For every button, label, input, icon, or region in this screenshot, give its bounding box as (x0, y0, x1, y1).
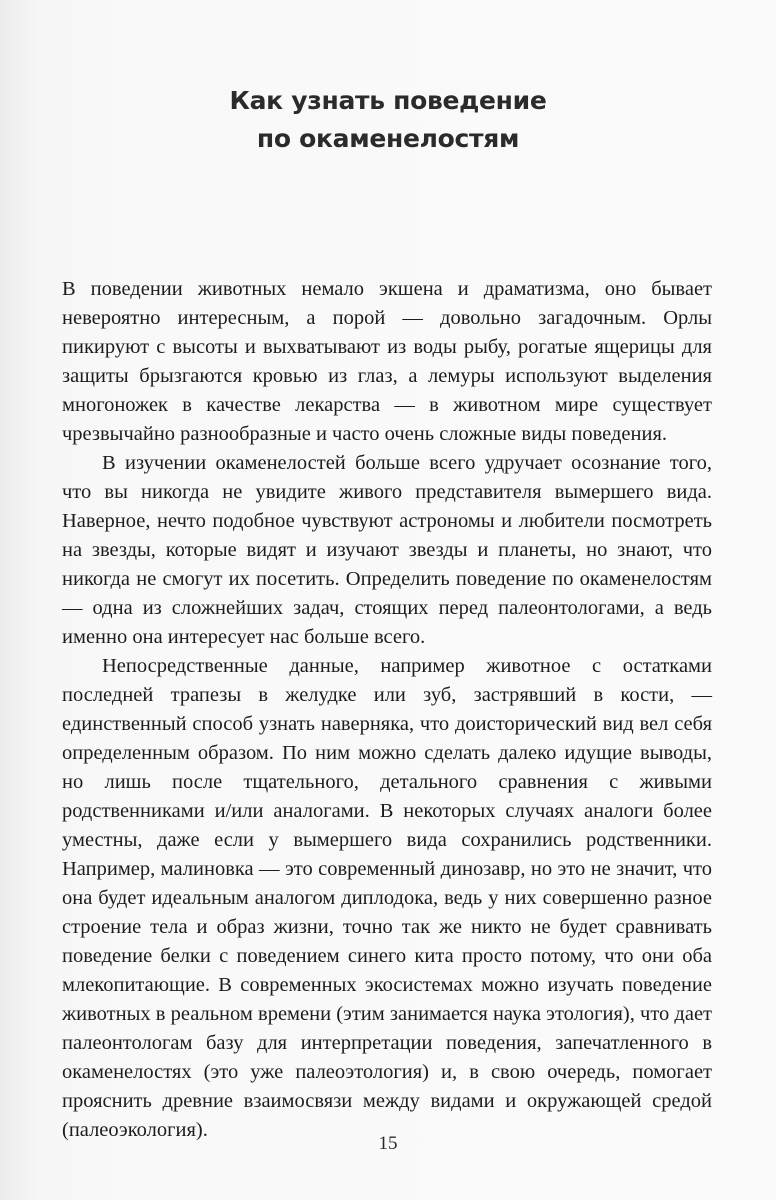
chapter-title-line-2: по окаменелостям (256, 124, 520, 153)
paragraph-1: В поведении животных немало экшена и драматизма, оно бывает невероятно интересным, а порой — довольно загадочным. Орлы пикируют с высоты и выхватывают из воды рыбу, рогатые ящерицы для защиты брызгаются кровью из глаз, а лемуры используют выделения многоножек в качестве лекарства — в животном мире существует чрезвычайно разнообразные и часто очень сложные виды поведения. (62, 278, 712, 445)
page-number: 15 (378, 1133, 398, 1154)
chapter-title (0, 82, 776, 158)
body-text (62, 275, 712, 1145)
chapter-title-line-1: Как узнать поведение (229, 86, 547, 115)
paragraph-3: Непосредственные данные, например животное с остатками последней трапезы в желудке или зуб, застрявший в кости, — единственный способ узнать наверняка, что доисторический вид вел себя определенным образом. По ним можно сделать далеко идущие выводы, но лишь после тщательного, детального сравнения с живыми родственниками и/или аналогами. В некоторых случаях аналоги более уместны, даже если у вымершего вида сохранились родственники. Например, малиновка — это современный динозавр, но это не значит, что она будет идеальным аналогом диплодока, ведь у них совершенно разное строение тела и образ жизни, точно так же никто не будет сравнивать поведение белки с поведением синего кита просто потому, что они оба млекопитающие. В современных экосистемах можно изучать поведение животных в реальном времени (этим занимается наука этология), что дает палеонтологам базу для интерпретации поведения, запечатленного в окаменелостях (это уже палеоэтология) и, в свою очередь, помогает прояснить древние взаимосвязи между видами и окружающей средой (палеоэкология). (62, 655, 712, 1141)
paragraph-2: В изучении окаменелостей больше всего удручает осознание того, что вы никогда не увидите живого представителя вымершего вида. Наверное, нечто подобное чувствуют астрономы и любители посмотреть на звезды, которые видят и изучают звезды и планеты, но знают, что никогда не смогут их посетить. Определить поведение по окаменелостям — одна из сложнейших задач, стоящих перед палеонтологами, а ведь именно она интересует нас больше всего. (62, 452, 712, 648)
